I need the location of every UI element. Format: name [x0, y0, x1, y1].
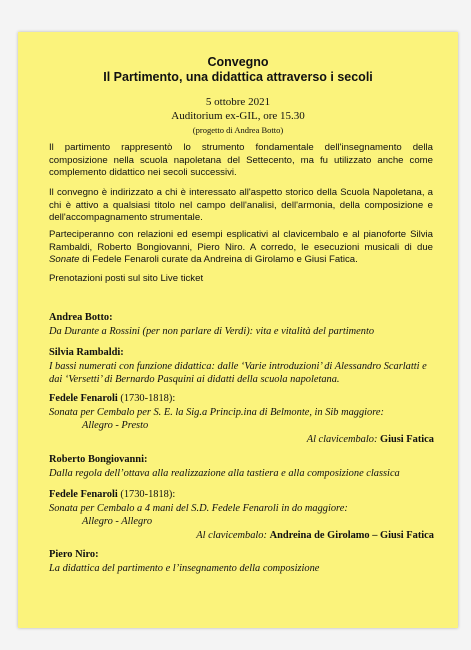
sonata-title: Sonata per Cembalo per S. E. la Sig.a Princip.ina di Belmonte, in Sib maggiore:	[49, 406, 384, 418]
performer-line	[49, 433, 434, 447]
program-fenaroli-2	[49, 488, 434, 542]
program-bongiovanni	[49, 453, 434, 480]
speaker-name: Silvia Rambaldi:	[49, 347, 124, 358]
composer-name: Fedele Fenaroli	[49, 489, 118, 500]
composer-name: Fedele Fenaroli	[49, 393, 118, 404]
program-niro	[49, 548, 434, 575]
speaker-name: Andrea Botto:	[49, 312, 113, 323]
document-page	[18, 32, 458, 628]
booking-note: Prenotazioni posti sul sito Live ticket	[49, 273, 204, 284]
talk-title: La didattica del partimento e l’insegnamento della composizione	[49, 562, 320, 574]
speaker-name: Piero Niro:	[49, 549, 99, 560]
performer-name: Andreina de Girolamo – Giusi Fatica	[269, 529, 434, 541]
intro-p3-text-a: Parteciperanno con relazioni ed esempi esplicativi al clavicembalo e al pianoforte Silvia Rambaldi, Roberto Bongiovanni, Piero Niro. A corredo, le esecuzioni musicali di due	[49, 229, 433, 253]
talk-title: I bassi numerati con funzione didattica: dalle ‘Varie introduzioni’ di Alessandro Scarlatti e dai ‘Versetti’ di Bernardo Pasquini ai didatti della scuola napoletana.	[49, 360, 427, 385]
composer-dates: (1730-1818):	[117, 393, 176, 404]
speaker-name: Roberto Bongiovanni:	[49, 454, 148, 465]
program-botto	[49, 311, 434, 338]
event-date: 5 ottobre 2021	[205, 96, 271, 108]
performer-name: Giusi Fatica	[380, 433, 434, 445]
program-fenaroli-1	[49, 392, 434, 446]
title-line-1: Convegno	[207, 55, 269, 69]
title-line-2: Il Partimento, una didattica attraverso i secoli	[103, 70, 373, 84]
performer-label: Al clavicembalo:	[196, 529, 270, 541]
sonata-movements: Allegro - Presto	[82, 420, 149, 431]
sonata-title: Sonata per Cembalo a 4 mani del S.D. Fedele Fenaroli in do maggiore:	[49, 502, 348, 514]
performer-line	[49, 529, 434, 543]
intro-p3-sonate: Sonate	[49, 254, 80, 265]
intro-p3-text-b: di Fedele Fenaroli curate da Andreina di Girolamo e Giusi Fatica.	[79, 254, 358, 265]
event-venue: Auditorium ex-GIL, ore 15.30	[171, 110, 305, 122]
composer-line	[49, 392, 434, 406]
intro-paragraph-2: Il convegno è indirizzato a chi è interessato all'aspetto storico della Scuola Napoletana, a chi è attivo a qualsiasi titolo nel campo dell'analisi, dell'armonia, della composizione e dell'accompagnamento strumentale.	[49, 187, 433, 223]
composer-line	[49, 488, 434, 502]
talk-title: Da Durante a Rossini (per non parlare di Verdi): vita e vitalità del partimento	[49, 325, 375, 337]
sonata-movements: Allegro - Allegro	[82, 516, 153, 527]
performer-label: Al clavicembalo:	[306, 433, 381, 445]
intro-paragraph-1: Il partimento rappresentò lo strumento fondamentale dell'insegnamento della composizione nella scuola napoletana del Settecento, ma fu utilizzato anche come complemento didattico nei secoli successivi.	[49, 142, 433, 178]
composer-dates: (1730-1818):	[117, 489, 176, 500]
program-rambaldi	[49, 346, 434, 387]
talk-title: Dalla regola dell’ottava alla realizzazione alla tastiera e alla composizione classica	[49, 467, 400, 479]
project-credit: (progetto di Andrea Botto)	[192, 125, 284, 135]
intro-paragraph-3	[49, 229, 433, 267]
